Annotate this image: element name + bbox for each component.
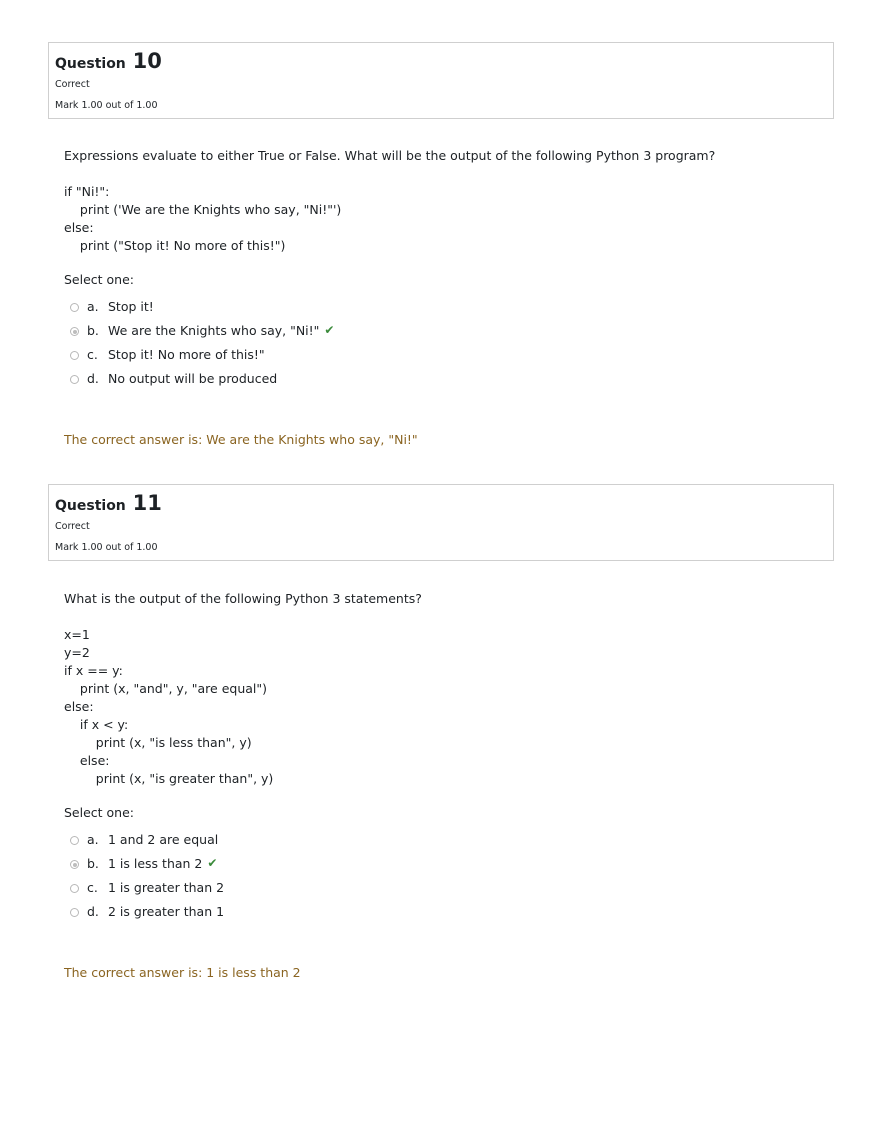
option-text: No output will be produced xyxy=(108,370,278,386)
question-text-line: if "Ni!": xyxy=(64,184,110,199)
question-text-line: if x < y: xyxy=(64,717,129,732)
question-label: Question xyxy=(55,56,126,72)
question-text-line xyxy=(64,608,834,626)
question-info xyxy=(48,42,834,119)
answer-option-a[interactable] xyxy=(64,294,834,318)
option-text: 2 is greater than 1 xyxy=(108,903,225,919)
select-one-prompt: Select one: xyxy=(64,805,135,820)
option-letter: b. xyxy=(87,322,99,338)
radio-button[interactable] xyxy=(70,303,79,312)
option-text: We are the Knights who say, "Ni!" xyxy=(108,322,320,338)
radio-button[interactable] xyxy=(70,908,79,917)
question-content xyxy=(48,590,834,982)
radio-button-selected[interactable] xyxy=(70,327,79,336)
question-text-line: x=1 xyxy=(64,627,90,642)
option-letter: a. xyxy=(87,831,99,847)
answer-option-a[interactable] xyxy=(64,827,834,851)
question-number-value: 10 xyxy=(132,49,162,73)
question-text-line: else: xyxy=(64,753,110,768)
question-text xyxy=(64,147,834,255)
right-answer-feedback: The correct answer is: 1 is less than 2 xyxy=(64,965,301,980)
correct-check-icon: ✔ xyxy=(324,323,335,337)
answer-option-b[interactable] xyxy=(64,851,834,875)
option-text: 1 is less than 2 xyxy=(108,855,203,871)
question-text-line: else: xyxy=(64,699,94,714)
answer-option-c[interactable] xyxy=(64,875,834,899)
option-text: Stop it! xyxy=(108,298,154,314)
radio-button-selected[interactable] xyxy=(70,860,79,869)
option-text: 1 and 2 are equal xyxy=(108,831,219,847)
question-info xyxy=(48,484,834,561)
radio-button[interactable] xyxy=(70,836,79,845)
answer-option-d[interactable] xyxy=(64,899,834,923)
question-grade: Mark 1.00 out of 1.00 xyxy=(55,100,158,111)
answer-option-b[interactable] xyxy=(64,318,834,342)
question-grade: Mark 1.00 out of 1.00 xyxy=(55,542,158,553)
option-text: Stop it! No more of this!" xyxy=(108,346,265,362)
select-one-prompt: Select one: xyxy=(64,272,135,287)
option-letter: d. xyxy=(87,903,99,919)
option-letter: c. xyxy=(87,879,98,895)
option-letter: b. xyxy=(87,855,99,871)
question-content xyxy=(48,147,834,449)
radio-button[interactable] xyxy=(70,351,79,360)
right-answer-feedback: The correct answer is: We are the Knights who say, "Ni!" xyxy=(64,432,418,447)
question-label: Question xyxy=(55,498,126,514)
question-text-line: y=2 xyxy=(64,645,90,660)
question-text-line: print (x, "and", y, "are equal") xyxy=(64,681,268,696)
option-letter: c. xyxy=(87,346,98,362)
question-text-line: else: xyxy=(64,220,94,235)
question-number xyxy=(55,490,833,516)
correct-check-icon: ✔ xyxy=(207,856,218,870)
question-text-line: Expressions evaluate to either True or False. What will be the output of the following Python 3 program? xyxy=(64,148,716,163)
option-letter: a. xyxy=(87,298,99,314)
question-11 xyxy=(48,484,834,982)
answer-options xyxy=(64,827,834,923)
radio-button[interactable] xyxy=(70,375,79,384)
question-text xyxy=(64,590,834,788)
question-text-line: print ("Stop it! No more of this!") xyxy=(64,238,286,253)
option-letter: d. xyxy=(87,370,99,386)
answer-options xyxy=(64,294,834,390)
radio-button[interactable] xyxy=(70,884,79,893)
question-10 xyxy=(48,42,834,449)
answer-option-d[interactable] xyxy=(64,366,834,390)
question-text-line: print ('We are the Knights who say, "Ni!"') xyxy=(64,202,342,217)
answer-option-c[interactable] xyxy=(64,342,834,366)
question-text-line: if x == y: xyxy=(64,663,123,678)
option-text: 1 is greater than 2 xyxy=(108,879,225,895)
question-text-line: What is the output of the following Python 3 statements? xyxy=(64,591,422,606)
question-text-line: print (x, "is greater than", y) xyxy=(64,771,274,786)
question-text-line xyxy=(64,165,834,183)
question-text-line: print (x, "is less than", y) xyxy=(64,735,252,750)
question-number xyxy=(55,48,833,74)
question-number-value: 11 xyxy=(132,491,162,515)
question-state: Correct xyxy=(55,79,90,90)
question-state: Correct xyxy=(55,521,90,532)
